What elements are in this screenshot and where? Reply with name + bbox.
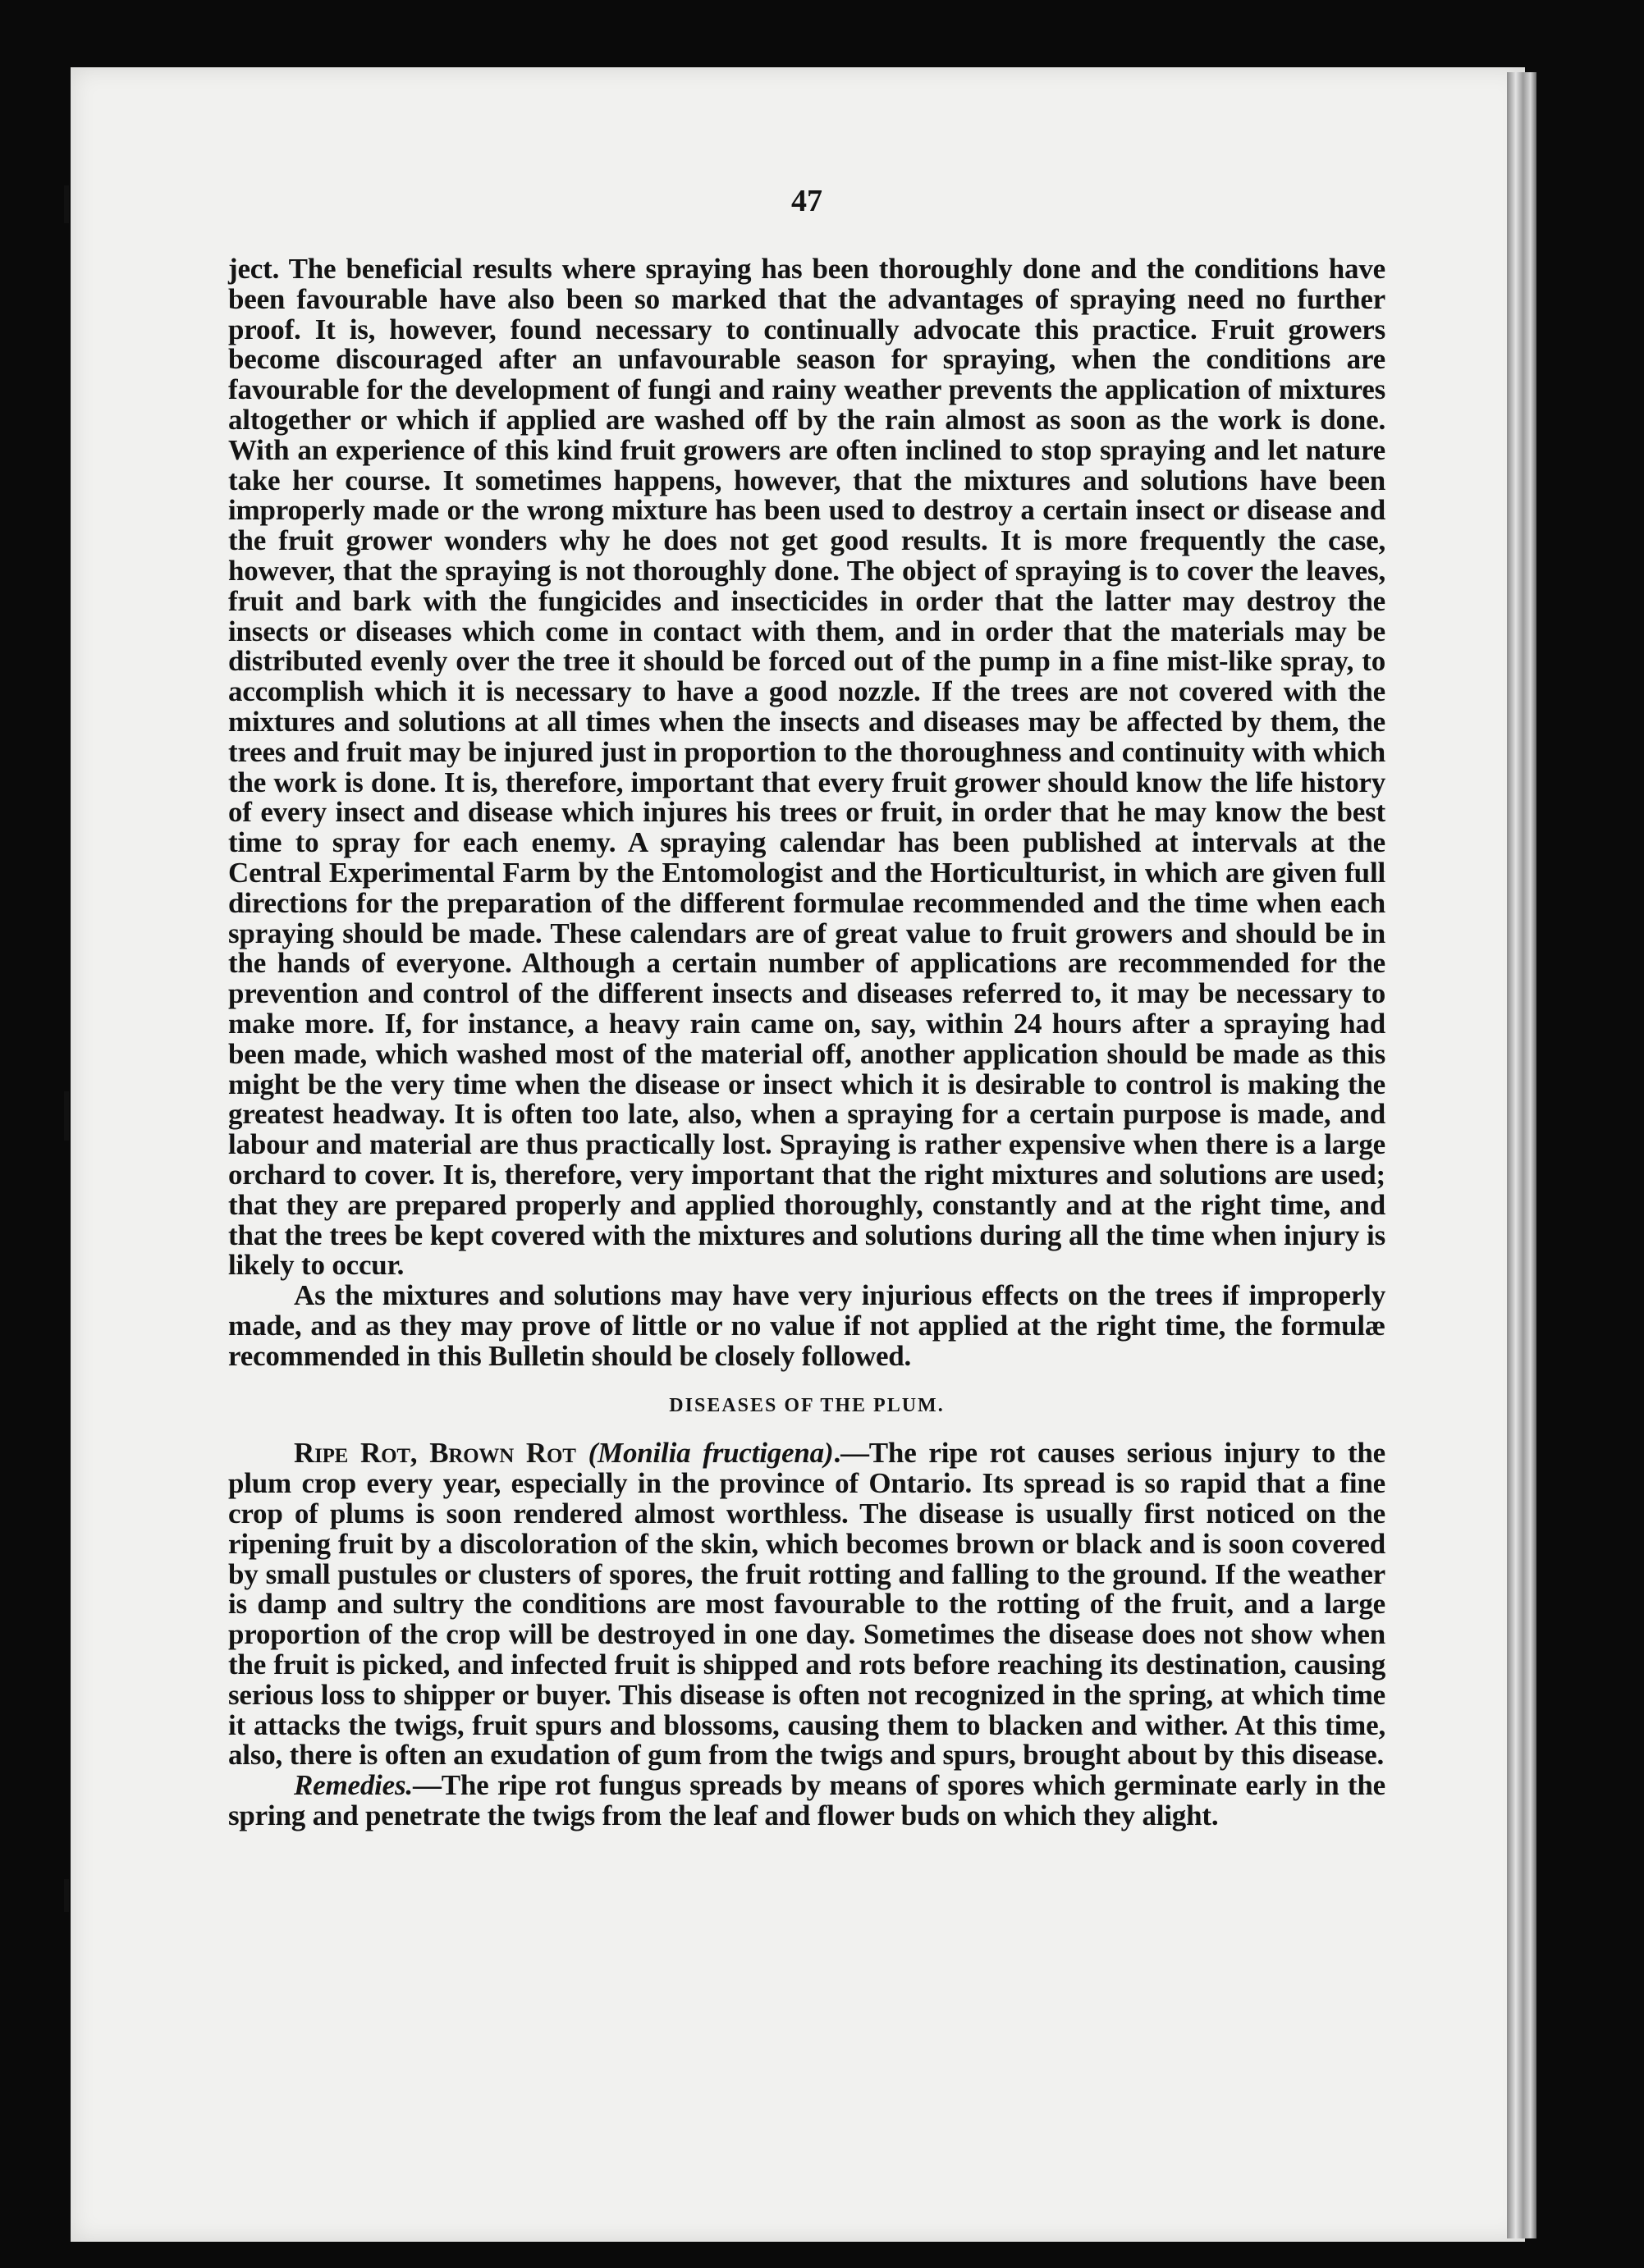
section-heading: DISEASES OF THE PLUM. [669,1395,945,1417]
ripe-rot-paragraph [228,1438,1385,1771]
binding-mark [64,1879,69,1912]
remedies-lead: Remedies. [294,1769,413,1802]
remedies-text: —The ripe rot fungus spreads by means of spores which germinate early in the spring and penetrate the twigs from the leaf and flower buds on which they alight. [228,1769,1385,1832]
body-paragraph: ject. The beneficial results where spraying has been thoroughly done and the conditions have been favourable have also been so marked that the advantages of spraying need no further proof. It is, however, found necessary to continually advocate this practice. Fruit growers become discouraged after an unfavourable season for spraying, when the conditions are favourable for the development of fungi and rainy weather prevents the application of mixtures altogether or which if applied are washed off by the rain almost as soon as the work is done. With an experience of this kind fruit growers are often inclined to stop spraying and let nature take her course. It sometimes happens, however, that the mixtures and solutions have been improperly made or the wrong mixture has been used to destroy a certain insect or disease and the fruit grower wonders why he does not get good results. It is more frequently the case, however, that the spraying is not thoroughly done. The object of spraying is to cover the leaves, fruit and bark with the fungicides and insecticides in order that the latter may destroy the insects or diseases which come in contact with them, and in order that the materials may be distributed evenly over the tree it should be forced out of the pump in a fine mist-like spray, to accomplish which it is necessary to have a good nozzle. If the trees are not covered with the mixtures and solutions at all times when the insects and diseases may be affected by them, the trees and fruit may be injured just in proportion to the thoroughness and continuity with which the work is done. It is, therefore, important that every fruit grower should know the life history of every insect and disease which injures his trees or fruit, in order that he may know the best time to spray for each enemy. A spraying calendar has been published at intervals at the Central Experimental Farm by the Entomologist and the Horticulturist, in which are given full directions for the preparation of the different formulae recommended and the time when each spraying should be made. These calendars are of great value to fruit growers and should be in the hands of everyone. Although a certain number of applications are recommended for the prevention and control of the different insects and diseases referred to, it may be necessary to make more. If, for instance, a heavy rain came on, say, within 24 hours after a spraying had been made, which washed most of the material off, another application should be made as this might be the very time when the disease or insect which it is desirable to control is making the greatest headway. It is often too late, also, when a spraying for a certain purpose is made, and labour and material are thus practically lost. Spraying is rather expensive when there is a large orchard to cover. It is, therefore, very important that the right mixtures and solutions are used; that they are prepared properly and applied thoroughly, constantly and at the right time, and that the trees be kept covered with the mixtures and solutions during all the time when injury is likely to occur. [228,253,1385,1282]
latin-name: (Monilia fructigena) [588,1437,834,1470]
ripe-rot-lead: Ripe Rot, Brown Rot [294,1437,576,1470]
binding-mark [64,1091,69,1141]
binding-mark [64,185,69,223]
remedies-paragraph [228,1771,1385,1831]
page-number: 47 [791,184,822,218]
page-edge [1507,72,1536,2238]
page-content [228,185,1385,1831]
ripe-rot-text: .—The ripe rot causes serious injury to the plum crop every year, especially in the province of Ontario. Its spread is so rapid that a fine crop of plums is soon rendered almost worthless. The disease is usually first noticed on the ripening fruit by a discoloration of the skin, which becomes brown or black and is soon covered by small pustules or clusters of spores, the fruit rotting and falling to the ground. If the weather is damp and sultry the conditions are most favourable to the rotting of the fruit, and a large proportion of the crop will be destroyed in one day. Sometimes the disease does not show when the fruit is picked, and infected fruit is shipped and rots before reaching its destination, causing serious loss to shipper or buyer. This disease is often not recognized in the spring, at which time it attacks the twigs, fruit spurs and blossoms, causing them to blacken and wither. At this time, also, there is often an exudation of gum from the twigs and spurs, brought about by this disease. [228,1437,1385,1772]
body-paragraph: As the mixtures and solutions may have very injurious effects on the trees if improperly made, and as they may prove of little or no value if not applied at the right time, the formulæ recommended in this Bulletin should be closely followed. [228,1279,1385,1372]
